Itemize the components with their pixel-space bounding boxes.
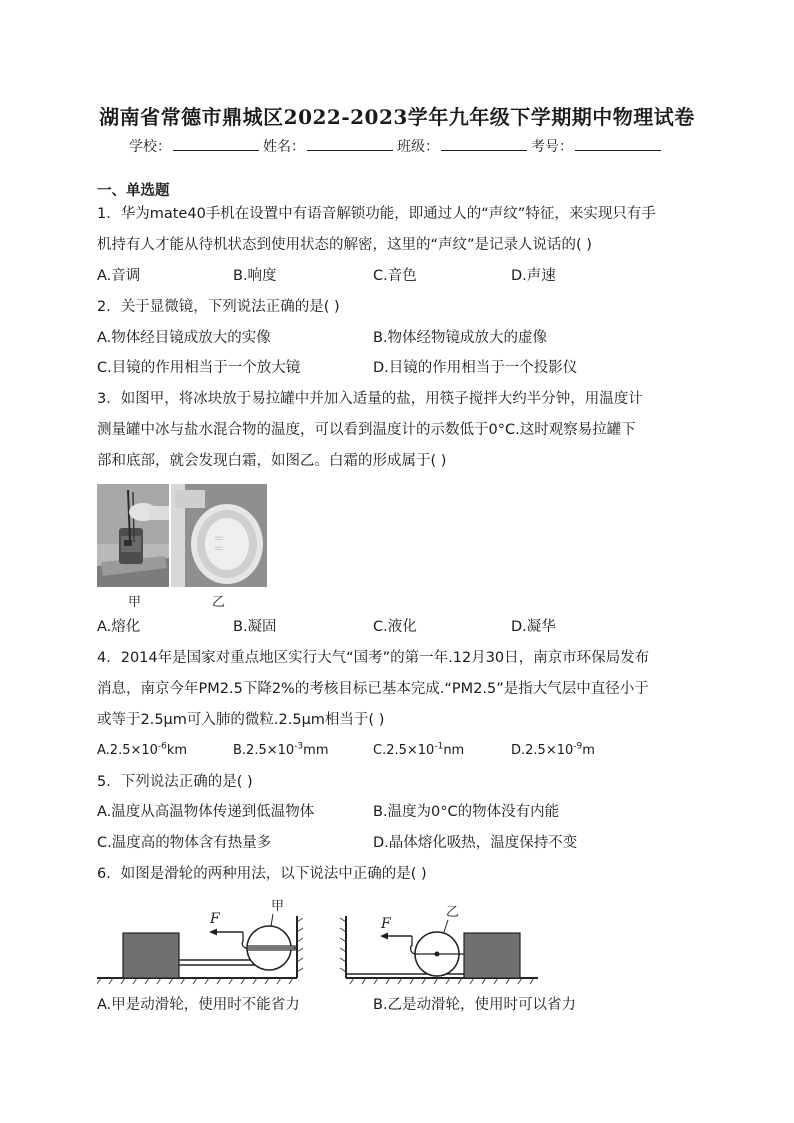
q6-option-b[interactable]: B.乙是动滑轮，使用时可以省力 — [373, 997, 577, 1013]
pulley-jia-force-label: F — [210, 911, 220, 927]
photo-jia-caption: 甲 — [128, 595, 142, 610]
q1-option-a[interactable]: A.音调 — [97, 268, 141, 284]
q2-option-a[interactable]: A.物体经目镜成放大的实像 — [97, 330, 271, 346]
school-field[interactable]: 学校： — [129, 136, 261, 156]
q2-text-line1: 2．关于显微镜，下列说法正确的是( ) — [97, 299, 340, 315]
svg-text:::::: :::: — [215, 535, 224, 542]
q4-text-line3: 或等于2.5μm可入肺的微粒.2.5μm相当于( ) — [97, 712, 385, 728]
q4-text-line1: 4．2014年是国家对重点地区实行大气“国考”的第一年.12月30日，南京市环保局发布 — [97, 650, 650, 666]
photo-yi-caption: 乙 — [212, 595, 226, 610]
q3-text-line2: 测量罐中冰与盐水混合物的温度，可以看到温度计的示数低于0°C.这时观察易拉罐下 — [97, 422, 636, 438]
q3-option-c[interactable]: C.液化 — [373, 619, 417, 635]
class-blank[interactable] — [441, 136, 527, 151]
photo-jia-can-with-thermometer — [97, 484, 169, 587]
section-heading: 一、单选题 — [97, 183, 170, 199]
q1-text-line2: 机持有人才能从待机状态到使用状态的解密，这里的“声纹”是记录人说话的( ) — [97, 237, 592, 253]
student-info-row — [0, 136, 794, 156]
q5-option-d[interactable]: D.晶体熔化吸热，温度保持不变 — [373, 835, 578, 851]
photo-yi-frost-on-can — [171, 484, 267, 587]
number-field[interactable]: 考号： — [531, 136, 663, 156]
q4-text-line2: 消息，南京今年PM2.5下降2%的考核目标已基本完成.“PM2.5”是指大气层中直径小于 — [97, 681, 649, 697]
q4-option-d[interactable]: $D.2.5\times 10^{-9}m$ — [511, 741, 595, 758]
svg-text:::::: :::: — [215, 545, 224, 552]
pulley-yi-force-label: F — [381, 916, 391, 932]
pulley-yi-name-label: 乙 — [446, 905, 460, 920]
q2-option-c[interactable]: C.目镜的作用相当于一个放大镜 — [97, 360, 301, 376]
q1-option-b[interactable]: B.响度 — [233, 268, 277, 284]
q4-option-b[interactable]: $B.2.5\times 10^{-3}mm$ — [233, 741, 329, 758]
q3-option-a[interactable]: A.熔化 — [97, 619, 141, 635]
q3-option-d[interactable]: D.凝华 — [511, 619, 556, 635]
q1-text-line1: 1．华为mate40手机在设置中有语音解锁功能，即通过人的“声纹”特征，来实现只有手 — [97, 206, 656, 222]
q2-option-b[interactable]: B.物体经物镜成放大的虚像 — [373, 330, 548, 346]
q3-text-line3: 部和底部，就会发现白霜，如图乙。白霜的形成属于( ) — [97, 453, 447, 469]
pulley-diagram-yi — [338, 890, 538, 986]
number-blank[interactable] — [575, 136, 661, 151]
q4-option-a[interactable]: $A.2.5\times 10^{-6}km$ — [97, 741, 188, 758]
pulley-diagram-jia — [97, 890, 309, 986]
q1-option-c[interactable]: C.音色 — [373, 268, 417, 284]
pulley-jia-name-label: 甲 — [271, 899, 285, 914]
q1-option-d[interactable]: D.声速 — [511, 268, 556, 284]
q3-option-b[interactable]: B.凝固 — [233, 619, 277, 635]
q4-option-c[interactable]: $C.2.5\times 10^{-1}nm$ — [373, 741, 465, 758]
page-title: 湖南省常德市鼎城区2022-2023学年九年级下学期期中物理试卷 — [99, 105, 695, 129]
q6-text-line1: 6．如图是滑轮的两种用法，以下说法中正确的是( ) — [97, 866, 427, 882]
q5-text-line1: 5．下列说法正确的是( ) — [97, 774, 253, 790]
q6-option-a[interactable]: A.甲是动滑轮，使用时不能省力 — [97, 997, 300, 1013]
name-field[interactable]: 姓名： — [263, 136, 395, 156]
class-field[interactable]: 班级： — [397, 136, 529, 156]
q5-option-b[interactable]: B.温度为0°C的物体没有内能 — [373, 804, 560, 820]
school-blank[interactable] — [173, 136, 259, 151]
q2-option-d[interactable]: D.目镜的作用相当于一个投影仪 — [373, 360, 578, 376]
q5-option-c[interactable]: C.温度高的物体含有热量多 — [97, 835, 272, 851]
q5-option-a[interactable]: A.温度从高温物体传递到低温物体 — [97, 804, 315, 820]
name-blank[interactable] — [307, 136, 393, 151]
q3-text-line1: 3．如图甲，将冰块放于易拉罐中并加入适量的盐，用筷子搅拌大约半分钟，用温度计 — [97, 391, 643, 407]
